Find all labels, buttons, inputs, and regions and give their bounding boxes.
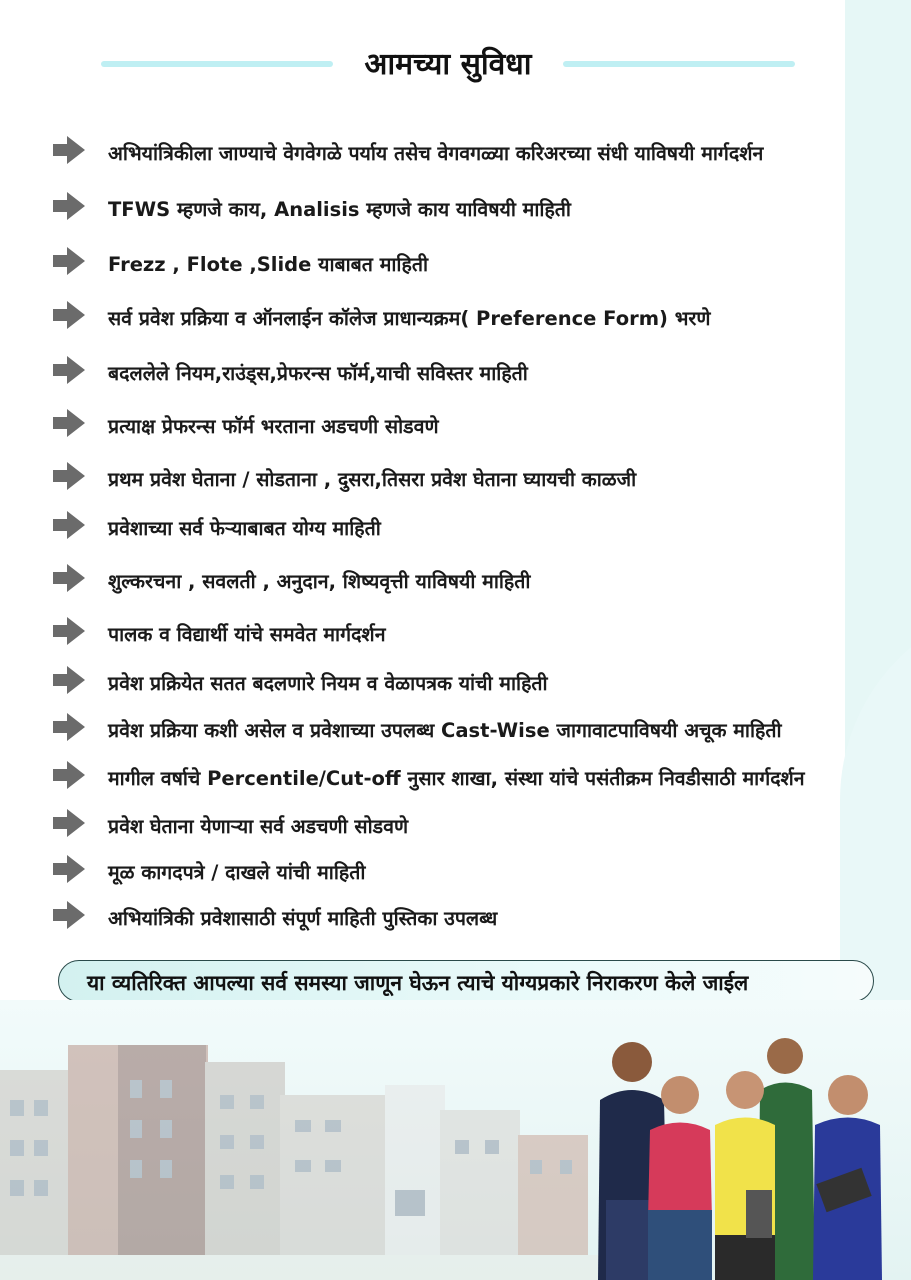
title-divider-right bbox=[563, 61, 795, 67]
list-item-text: प्रवेश घेताना येणाऱ्या सर्व अडचणी सोडवणे bbox=[108, 815, 409, 838]
arrow-right-icon bbox=[51, 664, 87, 696]
list-item-text: पालक व विद्यार्थी यांचे समवेत मार्गदर्शन bbox=[108, 623, 386, 646]
list-item bbox=[0, 660, 911, 700]
list-item bbox=[0, 350, 911, 390]
arrow-right-icon bbox=[51, 354, 87, 386]
list-item-text: प्रथम प्रवेश घेताना / सोडताना , दुसरा,तिसरा प्रवेश घेताना घ्यायची काळजी bbox=[108, 468, 637, 491]
list-item bbox=[0, 505, 911, 545]
list-item-text: प्रवेश प्रक्रिया कशी असेल व प्रवेशाच्या उपलब्ध Cast-Wise जागावाटपाविषयी अचूक माहिती bbox=[108, 719, 782, 742]
list-item bbox=[0, 456, 911, 496]
campus-students-photo bbox=[0, 1000, 911, 1280]
summary-banner bbox=[58, 960, 874, 1002]
list-item-text: Frezz , Flote ,Slide याबाबत माहिती bbox=[108, 253, 428, 276]
page-title: आमच्या सुविधा bbox=[364, 47, 532, 82]
list-item-text: अभियांत्रिकी प्रवेशासाठी संपूर्ण माहिती पुस्तिका उपलब्ध bbox=[108, 907, 498, 930]
list-item-text: TFWS म्हणजे काय, Analisis म्हणजे काय याविषयी माहिती bbox=[108, 198, 571, 221]
list-item-text: शुल्करचना , सवलती , अनुदान, शिष्यवृत्ती याविषयी माहिती bbox=[108, 570, 531, 593]
arrow-right-icon bbox=[51, 460, 87, 492]
arrow-right-icon bbox=[51, 509, 87, 541]
list-item bbox=[0, 241, 911, 281]
campus-illustration bbox=[0, 1000, 911, 1280]
arrow-right-icon bbox=[51, 759, 87, 791]
list-item-text: अभियांत्रिकीला जाण्याचे वेगवेगळे पर्याय तसेच वेगवगळ्या करिअरच्या संधी याविषयी मार्गदर्शन bbox=[108, 142, 764, 165]
list-item-text: मागील वर्षाचे Percentile/Cut-off नुसार शाखा, संस्था यांचे पसंतीक्रम निवडीसाठी मार्गदर्शन bbox=[108, 767, 805, 790]
list-item-text: बदललेले नियम,राउंड्स,प्रेफरन्स फॉर्म,याची सविस्तर माहिती bbox=[108, 362, 528, 385]
list-item bbox=[0, 558, 911, 598]
list-item bbox=[0, 403, 911, 443]
arrow-right-icon bbox=[51, 711, 87, 743]
list-item bbox=[0, 130, 911, 170]
arrow-right-icon bbox=[51, 807, 87, 839]
arrow-right-icon bbox=[51, 190, 87, 222]
list-item bbox=[0, 755, 911, 795]
list-item-text: सर्व प्रवेश प्रक्रिया व ऑनलाईन कॉलेज प्राधान्यक्रम( Preference Form) भरणे bbox=[108, 307, 711, 330]
students-group-image bbox=[598, 1038, 882, 1280]
list-item-text: मूळ कागदपत्रे / दाखले यांची माहिती bbox=[108, 861, 366, 884]
list-item bbox=[0, 707, 911, 747]
arrow-right-icon bbox=[51, 562, 87, 594]
list-item-text: प्रवेशाच्या सर्व फेऱ्याबाबत योग्य माहिती bbox=[108, 517, 381, 540]
list-item bbox=[0, 611, 911, 651]
arrow-right-icon bbox=[51, 407, 87, 439]
arrow-right-icon bbox=[51, 134, 87, 166]
list-item bbox=[0, 803, 911, 843]
title-row bbox=[0, 38, 911, 90]
arrow-right-icon bbox=[51, 899, 87, 931]
list-item bbox=[0, 849, 911, 889]
list-item bbox=[0, 295, 911, 335]
banner-text: या व्यतिरिक्त आपल्या सर्व समस्या जाणून घेऊन त्याचे योग्यप्रकारे निराकरण केले जाईल bbox=[87, 971, 749, 995]
list-item-text: प्रत्याक्ष प्रेफरन्स फॉर्म भरताना अडचणी सोडवणे bbox=[108, 415, 439, 438]
arrow-right-icon bbox=[51, 299, 87, 331]
list-item bbox=[0, 186, 911, 226]
arrow-right-icon bbox=[51, 245, 87, 277]
campus-building-image bbox=[0, 1045, 600, 1280]
title-divider-left bbox=[101, 61, 333, 67]
arrow-right-icon bbox=[51, 615, 87, 647]
list-item bbox=[0, 895, 911, 935]
arrow-right-icon bbox=[51, 853, 87, 885]
list-item-text: प्रवेश प्रक्रियेत सतत बदलणारे नियम व वेळापत्रक यांची माहिती bbox=[108, 672, 548, 695]
